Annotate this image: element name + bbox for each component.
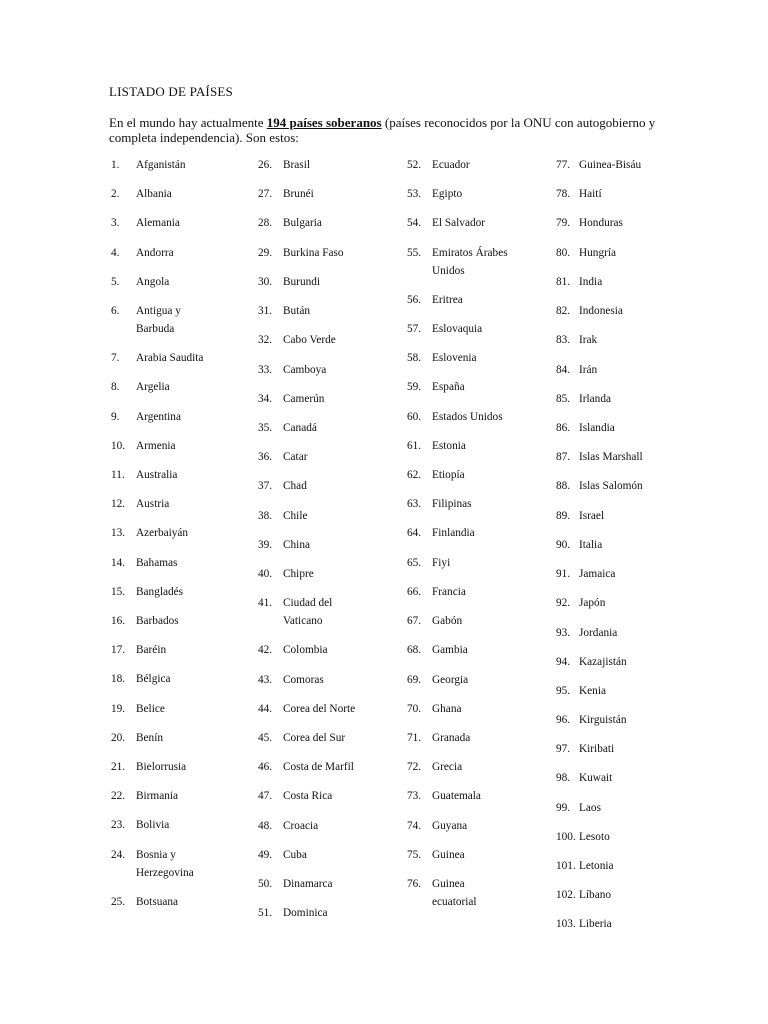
country-name: Antigua y: [136, 305, 181, 317]
intro-text-before: En el mundo hay actualmente: [109, 115, 267, 130]
item-number: 57.: [407, 323, 422, 335]
country-name: Bangladés: [136, 586, 184, 598]
item-number: 41.: [258, 597, 273, 609]
item-number: 93.: [556, 627, 571, 639]
item-number: 21.: [111, 761, 126, 773]
country-name: Benín: [136, 732, 163, 744]
item-number: 13.: [111, 527, 126, 539]
item-number: 86.: [556, 422, 571, 434]
country-name: Jamaica: [579, 568, 616, 580]
country-name: Angola: [136, 276, 170, 288]
country-name: Belice: [136, 703, 165, 715]
item-number: 94.: [556, 656, 571, 668]
item-number: 60.: [407, 411, 422, 423]
item-number: 61.: [407, 440, 422, 452]
item-number: 30.: [258, 276, 273, 288]
country-name: Dominica: [283, 907, 328, 919]
item-number: 43.: [258, 674, 273, 686]
country-name: Eritrea: [432, 294, 463, 306]
country-name: Brunéi: [283, 188, 314, 200]
item-number: 66.: [407, 586, 422, 598]
country-name: Grecia: [432, 761, 463, 773]
item-number: 31.: [258, 305, 273, 317]
item-number: 24.: [111, 849, 126, 861]
item-number: 72.: [407, 761, 422, 773]
intro-paragraph: [109, 115, 669, 145]
item-number: 87.: [556, 451, 571, 463]
country-name: Granada: [432, 732, 471, 744]
item-number: 95.: [556, 685, 571, 697]
item-number: 67.: [407, 615, 422, 627]
item-number: 10.: [111, 440, 126, 452]
item-number: 101.: [556, 860, 576, 872]
item-number: 39.: [258, 539, 273, 551]
country-name: Irán: [579, 364, 598, 376]
country-name: Ghana: [432, 703, 462, 715]
item-number: 35.: [258, 422, 273, 434]
country-name: Laos: [579, 802, 601, 814]
country-name: Letonia: [579, 860, 614, 872]
item-number: 12.: [111, 498, 126, 510]
country-name: Estados Unidos: [432, 411, 503, 423]
item-number: 42.: [258, 644, 273, 656]
item-number: 100.: [556, 831, 576, 843]
country-name: China: [283, 539, 310, 551]
item-number: 83.: [556, 334, 571, 346]
country-name: Emiratos Árabes: [432, 247, 508, 259]
page-title: LISTADO DE PAÍSES: [109, 84, 233, 99]
item-number: 11.: [111, 469, 125, 481]
item-number: 34.: [258, 393, 273, 405]
country-name: Chile: [283, 510, 308, 522]
country-name: Bélgica: [136, 673, 171, 685]
country-name: Kenia: [579, 685, 606, 697]
country-name: Georgia: [432, 674, 469, 686]
item-number: 47.: [258, 790, 273, 802]
item-number: 69.: [407, 674, 422, 686]
item-number: 103.: [556, 918, 576, 930]
country-name: Japón: [579, 597, 606, 609]
country-name: Islandia: [579, 422, 615, 434]
country-name: Bulgaria: [283, 217, 322, 229]
item-number: 78.: [556, 188, 571, 200]
country-name-continuation: Unidos: [432, 265, 465, 277]
item-number: 48.: [258, 820, 273, 832]
country-name: Guyana: [432, 820, 468, 832]
item-number: 26.: [258, 159, 273, 171]
item-number: 90.: [556, 539, 571, 551]
item-number: 71.: [407, 732, 422, 744]
country-name: Argelia: [136, 381, 170, 393]
country-name: Kiribati: [579, 743, 615, 755]
item-number: 52.: [407, 159, 422, 171]
item-number: 73.: [407, 790, 422, 802]
item-number: 84.: [556, 364, 571, 376]
item-number: 77.: [556, 159, 571, 171]
country-name-continuation: Vaticano: [283, 615, 323, 627]
item-number: 16.: [111, 615, 126, 627]
country-name: Burundi: [283, 276, 321, 288]
item-number: 62.: [407, 469, 422, 481]
item-number: 19.: [111, 703, 126, 715]
country-name: Islas Salomón: [579, 480, 643, 492]
item-number: 15.: [111, 586, 126, 598]
item-number: 68.: [407, 644, 422, 656]
country-name: Liberia: [579, 918, 612, 930]
country-name: Baréin: [136, 644, 167, 656]
country-name: Costa de Marfil: [283, 761, 354, 773]
item-number: 3.: [111, 217, 120, 229]
country-name: Estonia: [432, 440, 466, 452]
country-name: Egipto: [432, 188, 463, 200]
country-name: Catar: [283, 451, 308, 463]
item-number: 44.: [258, 703, 273, 715]
item-number: 28.: [258, 217, 273, 229]
item-number: 65.: [407, 557, 422, 569]
item-number: 22.: [111, 790, 126, 802]
country-name: Filipinas: [432, 498, 472, 510]
country-name: Ecuador: [432, 159, 470, 171]
item-number: 14.: [111, 557, 126, 569]
item-number: 7.: [111, 352, 120, 364]
country-name: India: [579, 276, 603, 288]
country-name: Canadá: [283, 422, 317, 434]
country-name: Camboya: [283, 364, 327, 376]
country-name: Brasil: [283, 159, 310, 171]
item-number: 99.: [556, 802, 571, 814]
country-name: Hungría: [579, 247, 617, 259]
country-name: Bosnia y: [136, 849, 176, 861]
country-name: Kirguistán: [579, 714, 627, 726]
item-number: 45.: [258, 732, 273, 744]
country-name-continuation: ecuatorial: [432, 896, 477, 908]
item-number: 97.: [556, 743, 571, 755]
country-name: Argentina: [136, 411, 181, 423]
item-number: 29.: [258, 247, 273, 259]
country-name: Bielorrusia: [136, 761, 187, 773]
item-number: 18.: [111, 673, 126, 685]
item-number: 49.: [258, 849, 273, 861]
country-name: Colombia: [283, 644, 328, 656]
intro-text-after: (países reconocidos por la ONU con autogobierno y completa independencia). Son estos:: [109, 115, 656, 145]
country-name: Camerún: [283, 393, 325, 405]
country-name: Guinea-Bisáu: [579, 159, 642, 171]
country-name: Islas Marshall: [579, 451, 643, 463]
country-name: España: [432, 381, 465, 393]
country-name: Honduras: [579, 217, 623, 229]
country-name: El Salvador: [432, 217, 486, 229]
country-name: Andorra: [136, 247, 174, 259]
country-name: Líbano: [579, 889, 611, 901]
country-name: Etiopía: [432, 469, 465, 481]
country-name: Chad: [283, 480, 307, 492]
item-number: 17.: [111, 644, 126, 656]
item-number: 91.: [556, 568, 571, 580]
country-name: Bahamas: [136, 557, 178, 569]
country-name: Barbados: [136, 615, 179, 627]
country-name: Birmania: [136, 790, 179, 802]
country-name: Arabia Saudita: [136, 352, 204, 364]
country-name: Israel: [579, 510, 605, 522]
country-name: Fiyi: [432, 557, 451, 569]
item-number: 63.: [407, 498, 422, 510]
country-name: Jordania: [579, 627, 618, 639]
item-number: 51.: [258, 907, 273, 919]
item-number: 102.: [556, 889, 576, 901]
item-number: 1.: [111, 159, 120, 171]
country-name: Bolivia: [136, 819, 170, 831]
country-name: Albania: [136, 188, 172, 200]
country-name: Guinea: [432, 849, 465, 861]
item-number: 33.: [258, 364, 273, 376]
item-number: 37.: [258, 480, 273, 492]
country-name: Italia: [579, 539, 603, 551]
country-name: Chipre: [283, 568, 314, 580]
country-name: Gabón: [432, 615, 463, 627]
country-name: Ciudad del: [283, 597, 333, 609]
intro-highlight: 194 países soberanos: [266, 115, 382, 130]
country-name: Comoras: [283, 674, 324, 686]
item-number: 70.: [407, 703, 422, 715]
country-name-continuation: Herzegovina: [136, 867, 194, 879]
item-number: 27.: [258, 188, 273, 200]
country-name: Eslovenia: [432, 352, 477, 364]
country-name: Haití: [579, 188, 602, 200]
country-name: Botsuana: [136, 896, 179, 908]
item-number: 98.: [556, 772, 571, 784]
country-name: Burkina Faso: [283, 247, 344, 259]
item-number: 32.: [258, 334, 273, 346]
item-number: 64.: [407, 527, 422, 539]
country-name: Finlandia: [432, 527, 475, 539]
item-number: 20.: [111, 732, 126, 744]
country-name-continuation: Barbuda: [136, 323, 175, 335]
country-name: Australia: [136, 469, 178, 481]
country-name: Bután: [283, 305, 310, 317]
item-number: 9.: [111, 411, 120, 423]
country-name: Corea del Sur: [283, 732, 346, 744]
country-name: Guinea: [432, 878, 465, 890]
country-name: Francia: [432, 586, 466, 598]
item-number: 8.: [111, 381, 120, 393]
country-name: Indonesia: [579, 305, 623, 317]
item-number: 80.: [556, 247, 571, 259]
country-name: Corea del Norte: [283, 703, 356, 715]
country-name: Irak: [579, 334, 598, 346]
country-name: Austria: [136, 498, 170, 510]
item-number: 25.: [111, 896, 126, 908]
item-number: 81.: [556, 276, 571, 288]
item-number: 74.: [407, 820, 422, 832]
item-number: 38.: [258, 510, 273, 522]
item-number: 50.: [258, 878, 273, 890]
item-number: 2.: [111, 188, 120, 200]
country-name: Azerbaiyán: [136, 527, 189, 539]
item-number: 96.: [556, 714, 571, 726]
item-number: 56.: [407, 294, 422, 306]
item-number: 59.: [407, 381, 422, 393]
item-number: 36.: [258, 451, 273, 463]
country-name: Gambia: [432, 644, 468, 656]
item-number: 92.: [556, 597, 571, 609]
item-number: 76.: [407, 878, 422, 890]
item-number: 58.: [407, 352, 422, 364]
country-name: Kuwait: [579, 772, 613, 784]
country-name: Dinamarca: [283, 878, 333, 890]
item-number: 53.: [407, 188, 422, 200]
country-name: Croacia: [283, 820, 319, 832]
country-name: Lesoto: [579, 831, 610, 843]
item-number: 54.: [407, 217, 422, 229]
item-number: 75.: [407, 849, 422, 861]
country-name: Guatemala: [432, 790, 481, 802]
country-name: Kazajistán: [579, 656, 627, 668]
item-number: 4.: [111, 247, 120, 259]
country-name: Irlanda: [579, 393, 611, 405]
country-name: Costa Rica: [283, 790, 333, 802]
item-number: 23.: [111, 819, 126, 831]
item-number: 85.: [556, 393, 571, 405]
item-number: 40.: [258, 568, 273, 580]
country-name: Cabo Verde: [283, 334, 336, 346]
item-number: 88.: [556, 480, 571, 492]
country-name: Eslovaquia: [432, 323, 483, 335]
country-name: Armenia: [136, 440, 176, 452]
country-name: Cuba: [283, 849, 307, 861]
item-number: 6.: [111, 305, 120, 317]
item-number: 82.: [556, 305, 571, 317]
item-number: 46.: [258, 761, 273, 773]
item-number: 55.: [407, 247, 422, 259]
country-name: Afganistán: [136, 159, 186, 171]
item-number: 79.: [556, 217, 571, 229]
item-number: 5.: [111, 276, 120, 288]
item-number: 89.: [556, 510, 571, 522]
country-name: Alemania: [136, 217, 180, 229]
